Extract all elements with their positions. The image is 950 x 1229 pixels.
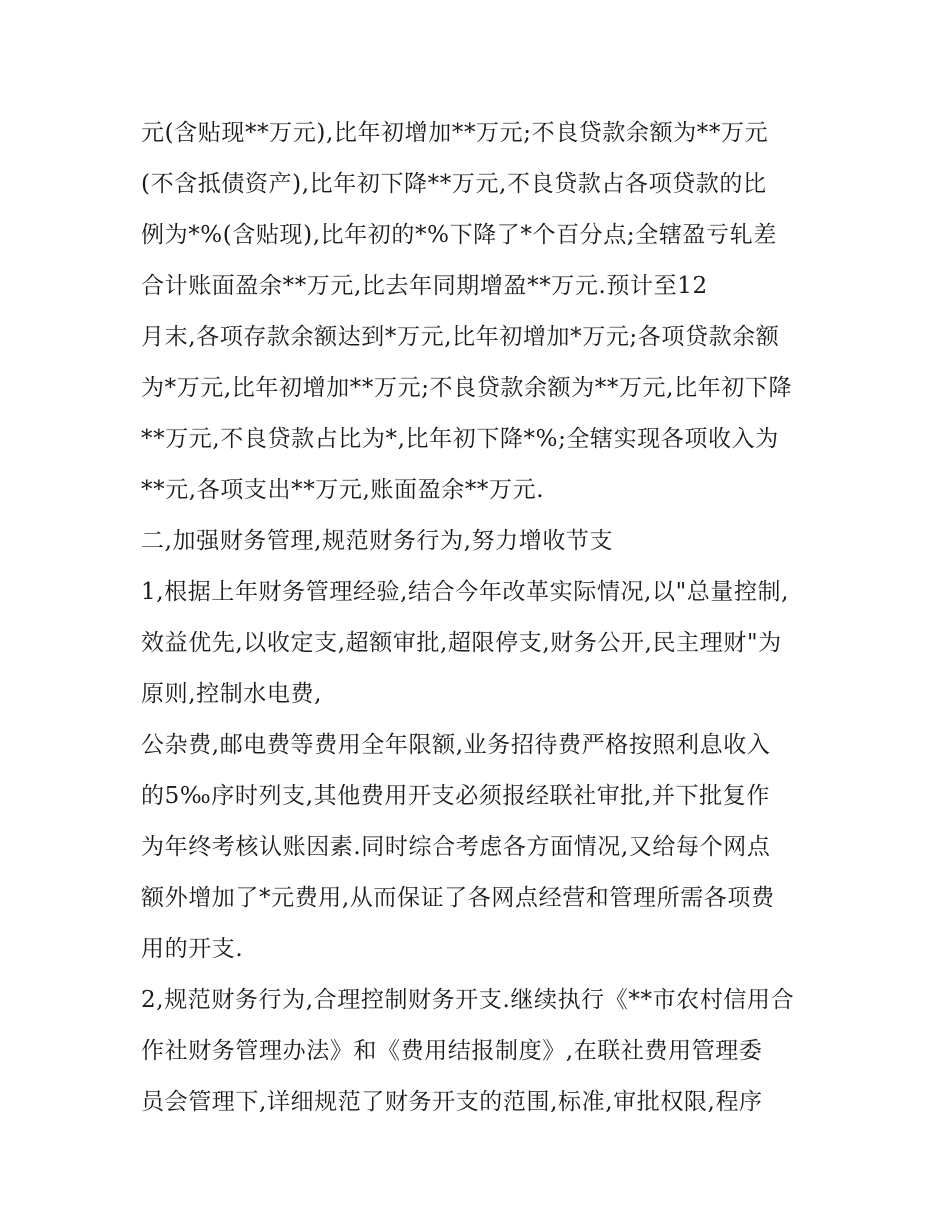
- text-line: 合计账面盈余**万元,比去年同期增盈**万元.预计至12: [141, 273, 708, 299]
- text-line: 额外增加了*元费用,从而保证了各网点经营和管理所需各项费: [141, 885, 775, 911]
- text-line: 作社财务管理办法》和《费用结报制度》,在联社费用管理委: [141, 1038, 763, 1064]
- text-line: 1,根据上年财务管理经验,结合今年改革实际情况,以"总量控制,: [141, 579, 790, 605]
- text-line: **元,各项支出**万元,账面盈余**万元.: [141, 477, 545, 503]
- text-line: 的5‰序时列支,其他费用开支必须报经联社审批,并下批复作: [141, 783, 770, 809]
- text-line: 例为*%(含贴现),比年初的*%下降了*个百分点;全辖盈亏轧差: [141, 222, 777, 248]
- text-line: 月末,各项存款余额达到*万元,比年初增加*万元;各项贷款余额: [141, 324, 780, 350]
- text-line: 2,规范财务行为,合理控制财务开支.继续执行《**市农村信用合: [141, 987, 795, 1013]
- text-line: 原则,控制水电费,: [141, 681, 323, 707]
- text-line: 员会管理下,详细规范了财务开支的范围,标准,审批权限,程序: [141, 1089, 763, 1115]
- text-line: 元(含贴现**万元),比年初增加**万元;不良贷款余额为**万元: [141, 120, 769, 146]
- text-line: 为*万元,比年初增加**万元;不良贷款余额为**万元,比年初下降: [141, 375, 793, 401]
- body-text: [141, 108, 821, 1128]
- section-heading: 二,加强财务管理,规范财务行为,努力增收节支: [141, 528, 614, 554]
- text-line: **万元,不良贷款占比为*,比年初下降*%;全辖实现各项收入为: [141, 426, 779, 452]
- text-line: 用的开支.: [141, 936, 244, 962]
- text-line: 为年终考核认账因素.同时综合考虑各方面情况,又给每个网点: [141, 834, 771, 860]
- text-line: 效益优先,以收定支,超额审批,超限停支,财务公开,民主理财"为: [141, 630, 782, 656]
- text-line: 公杂费,邮电费等费用全年限额,业务招待费严格按照利息收入: [141, 732, 771, 758]
- text-line: (不含抵债资产),比年初下降**万元,不良贷款占各项贷款的比: [141, 171, 767, 197]
